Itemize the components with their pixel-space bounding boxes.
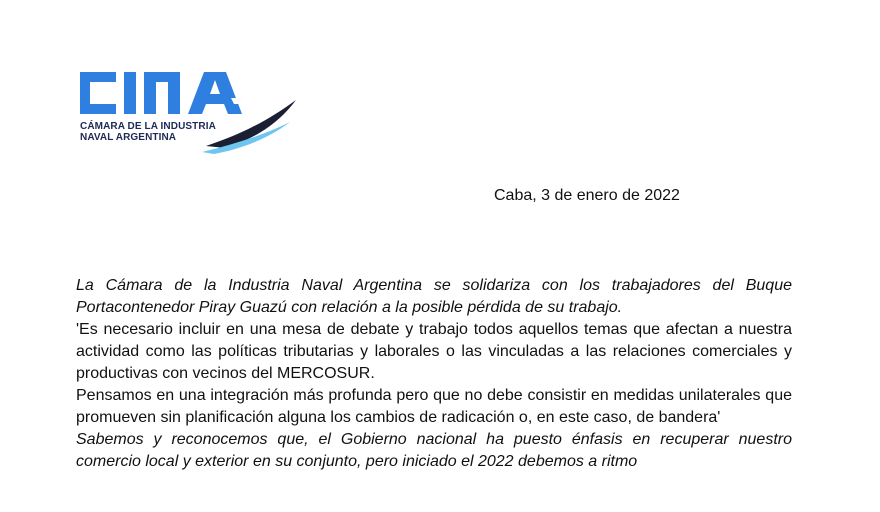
logo-subtitle-line1: CÁMARA DE LA INDUSTRIA bbox=[80, 121, 216, 132]
paragraph-solidarity: La Cámara de la Industria Naval Argentina se solidariza con los trabajadores del Buque Portacontenedor Piray Guazú con relación a la posible pérdida de su trabajo. bbox=[76, 277, 792, 316]
paragraph-quote-integration: Pensamos en una integración más profunda pero que no debe consistir en medidas unilaterales que promueven sin planificación alguna los cambios de radicación o, en este caso, de bandera' bbox=[76, 387, 792, 426]
paragraph-government: Sabemos y reconocemos que, el Gobierno nacional ha puesto énfasis en recuperar nuestro comercio local y exterior en su conjunto, pero iniciado el 2022 debemos a ritmo bbox=[76, 431, 792, 470]
logo-subtitle-line2: NAVAL ARGENTINA bbox=[80, 132, 177, 143]
document-body bbox=[76, 275, 792, 473]
paragraph-quote-debate: 'Es necesario incluir en una mesa de debate y trabajo todos aquellos temas que afectan a nuestra actividad como las políticas tributarias y laborales o las vinculadas a las relaciones comerciales y productivas con vecinos del MERCOSUR. bbox=[76, 321, 792, 382]
document-date: Caba, 3 de enero de 2022 bbox=[494, 187, 680, 204]
